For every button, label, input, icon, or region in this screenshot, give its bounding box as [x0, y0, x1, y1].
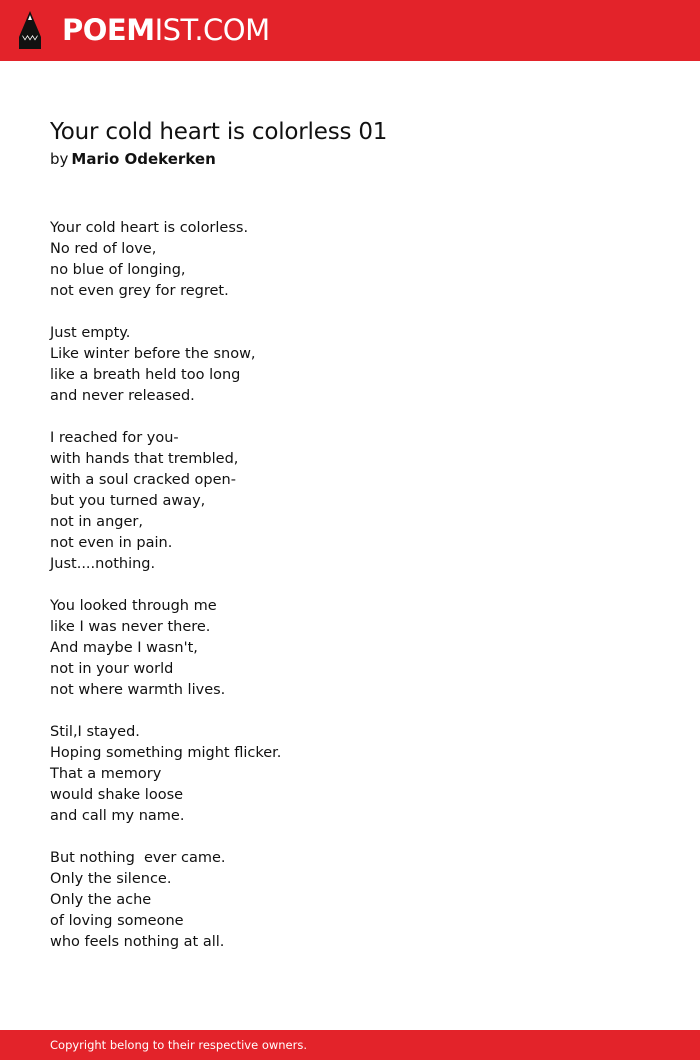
poem-line: but you turned away,: [50, 493, 206, 509]
poem-line: And maybe I wasn't,: [50, 640, 198, 656]
poem-line: not even in pain.: [50, 535, 173, 551]
poem-line: Just....nothing.: [50, 556, 156, 572]
poem-line: You looked through me: [50, 598, 217, 614]
poem-body: [50, 218, 650, 974]
poem-line: of loving someone: [50, 913, 184, 929]
poem-title: Your cold heart is colorless 01: [50, 119, 388, 145]
poem-line: not in your world: [50, 661, 174, 677]
poem-stanza: [50, 323, 650, 407]
by-label: by: [50, 150, 69, 168]
poem-line: not even grey for regret.: [50, 283, 229, 299]
poem-line: Hoping something might flicker.: [50, 745, 282, 761]
site-logo[interactable]: [62, 13, 270, 47]
poem-line: Only the ache: [50, 892, 152, 908]
site-footer: [0, 1030, 700, 1060]
poem-stanza: [50, 848, 650, 953]
logo-bold-text: POEM: [62, 13, 155, 47]
poem-line: Like winter before the snow,: [50, 346, 256, 362]
poem-line: Just empty.: [50, 325, 131, 341]
poem-line: with a soul cracked open-: [50, 472, 236, 488]
poem-line: I reached for you-: [50, 430, 179, 446]
poem-line: who feels nothing at all.: [50, 934, 225, 950]
poem-line: like I was never there.: [50, 619, 211, 635]
poem-line: But nothing ever came.: [50, 850, 226, 866]
poem-line: Stil,I stayed.: [50, 724, 140, 740]
copyright-notice: Copyright belong to their respective owners.: [50, 1038, 308, 1052]
poem-line: and never released.: [50, 388, 195, 404]
poem-line: That a memory: [50, 766, 162, 782]
poem-stanza: [50, 218, 650, 302]
logo-light-text: IST.COM: [154, 13, 270, 47]
poem-stanza: [50, 596, 650, 701]
poem-line: not in anger,: [50, 514, 143, 530]
poem-stanza: [50, 722, 650, 827]
poem-line: No red of love,: [50, 241, 157, 257]
poem-line: with hands that trembled,: [50, 451, 239, 467]
poem-line: like a breath held too long: [50, 367, 241, 383]
byline: [50, 149, 216, 169]
poem-stanza: [50, 428, 650, 575]
poem-line: Only the silence.: [50, 871, 172, 887]
poem-line: and call my name.: [50, 808, 185, 824]
poem-line: not where warmth lives.: [50, 682, 226, 698]
author-name: Mario Odekerken: [71, 150, 216, 168]
poem-line: would shake loose: [50, 787, 184, 803]
poem-line: Your cold heart is colorless.: [50, 220, 249, 236]
site-header: [0, 0, 700, 61]
poem-line: no blue of longing,: [50, 262, 186, 278]
pencil-tip-icon[interactable]: [16, 9, 44, 51]
